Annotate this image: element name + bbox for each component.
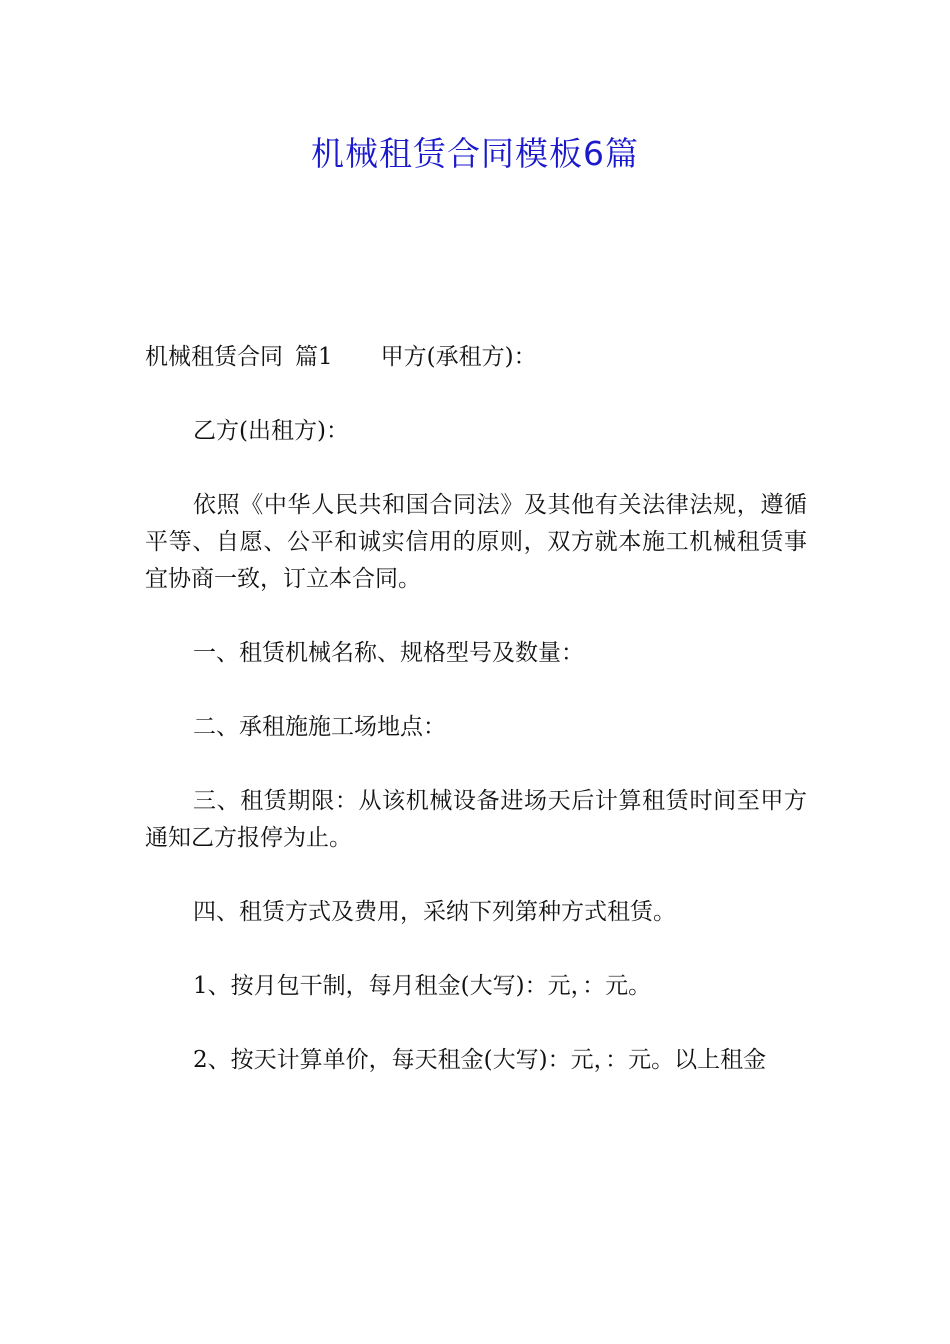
document-body bbox=[145, 339, 807, 1116]
section-label: 机械租赁合同 bbox=[145, 344, 283, 370]
document-title: 机械租赁合同模板6篇 bbox=[311, 134, 639, 173]
heading-line bbox=[145, 339, 807, 376]
paragraph-clause-3: 三、租赁期限：从该机械设备进场天后计算租赁时间至甲方通知乙方报停为止。 bbox=[145, 788, 807, 851]
paragraph-clause-1: 一、租赁机械名称、规格型号及数量： bbox=[193, 640, 584, 666]
paragraph-preamble: 依照《中华人民共和国合同法》及其他有关法律法规，遵循平等、自愿、公平和诚实信用的原则，双方就本施工机械租赁事宜协商一致，订立本合同。 bbox=[145, 492, 807, 592]
paragraph-clause-2: 二、承租施施工场地点： bbox=[193, 714, 446, 740]
paragraph-clause-4: 四、租赁方式及费用，采纳下列第种方式租赁。 bbox=[193, 899, 676, 925]
party-a-label: 甲方(承租方)： bbox=[380, 344, 537, 370]
paragraph-option-1: 1、按月包干制，每月租金(大写)：元，：元。 bbox=[193, 973, 652, 999]
paragraph-option-2: 2、按天计算单价，每天租金(大写)：元，：元。以上租金 bbox=[193, 1047, 767, 1073]
part-label: 篇1 bbox=[295, 344, 333, 370]
paragraph-party-b: 乙方(出租方)： bbox=[193, 418, 349, 444]
